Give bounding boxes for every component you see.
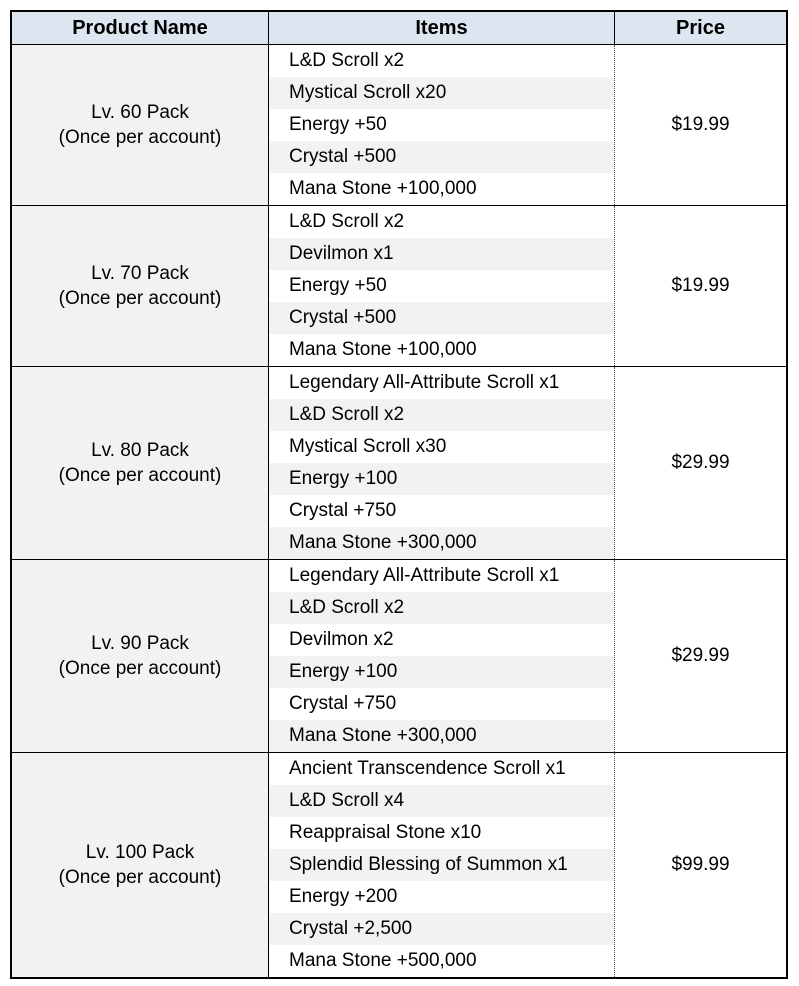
pack-name: Lv. 80 Pack [91,440,189,461]
pack-name-cell [12,560,269,752]
pack-row [12,366,786,559]
pack-name-cell [12,206,269,366]
pack-items-cell [269,560,615,752]
pack-item: L&D Scroll x2 [289,211,405,232]
pack-item: L&D Scroll x2 [289,50,405,71]
pack-item: Reappraisal Stone x10 [289,822,482,843]
pack-item: Ancient Transcendence Scroll x1 [289,758,566,779]
table-header [12,12,786,45]
pack-row [12,559,786,752]
pack-name: Lv. 100 Pack [85,842,195,863]
pack-row [12,752,786,977]
pack-note: (Once per account) [58,658,222,679]
pack-note: (Once per account) [58,127,222,148]
pack-row [12,45,786,205]
pack-name: Lv. 70 Pack [91,263,189,284]
pack-item: Crystal +750 [289,500,397,521]
pack-name-cell [12,45,269,205]
pack-name-cell [12,753,269,977]
pack-row [12,205,786,366]
pack-item: L&D Scroll x4 [269,785,614,817]
product-table [10,10,788,979]
pack-item: Crystal +2,500 [269,913,614,945]
pack-price: $19.99 [671,275,730,296]
pack-items-cell [269,206,615,366]
pack-item: Energy +200 [289,886,398,907]
header-items: Items [269,12,615,44]
header-price: Price [676,16,725,39]
pack-item: Energy +100 [269,656,614,688]
pack-item: L&D Scroll x2 [269,592,614,624]
header-product-name: Product Name [12,12,269,44]
pack-item: Mana Stone +500,000 [289,950,477,971]
pack-item: Mystical Scroll x20 [269,77,614,109]
pack-item: Splendid Blessing of Summon x1 [269,849,614,881]
pack-item: L&D Scroll x2 [269,399,614,431]
pack-name: Lv. 90 Pack [91,633,189,654]
table-body [12,45,786,977]
pack-price: $29.99 [671,645,730,666]
pack-price: $29.99 [671,452,730,473]
pack-items-cell [269,45,615,205]
pack-item: Crystal +500 [269,141,614,173]
pack-item: Legendary All-Attribute Scroll x1 [289,565,560,586]
pack-item: Energy +50 [289,114,387,135]
pack-price: $19.99 [671,114,730,135]
pack-note: (Once per account) [58,288,222,309]
pack-item: Legendary All-Attribute Scroll x1 [289,372,560,393]
pack-item: Energy +50 [289,275,387,296]
pack-name: Lv. 60 Pack [91,102,189,123]
pack-item: Mana Stone +100,000 [289,339,477,360]
pack-item: Energy +100 [269,463,614,495]
pack-price: $99.99 [671,854,730,875]
pack-name-cell [12,367,269,559]
pack-note: (Once per account) [58,867,222,888]
pack-item: Mystical Scroll x30 [289,436,447,457]
pack-note: (Once per account) [58,465,222,486]
pack-item: Devilmon x2 [289,629,394,650]
pack-items-cell [269,367,615,559]
pack-item: Mana Stone +100,000 [289,178,477,199]
pack-item: Mana Stone +300,000 [269,720,614,752]
pack-items-cell [269,753,615,977]
pack-item: Crystal +750 [289,693,397,714]
pack-item: Mana Stone +300,000 [269,527,614,559]
pack-item: Devilmon x1 [269,238,614,270]
pack-item: Crystal +500 [269,302,614,334]
